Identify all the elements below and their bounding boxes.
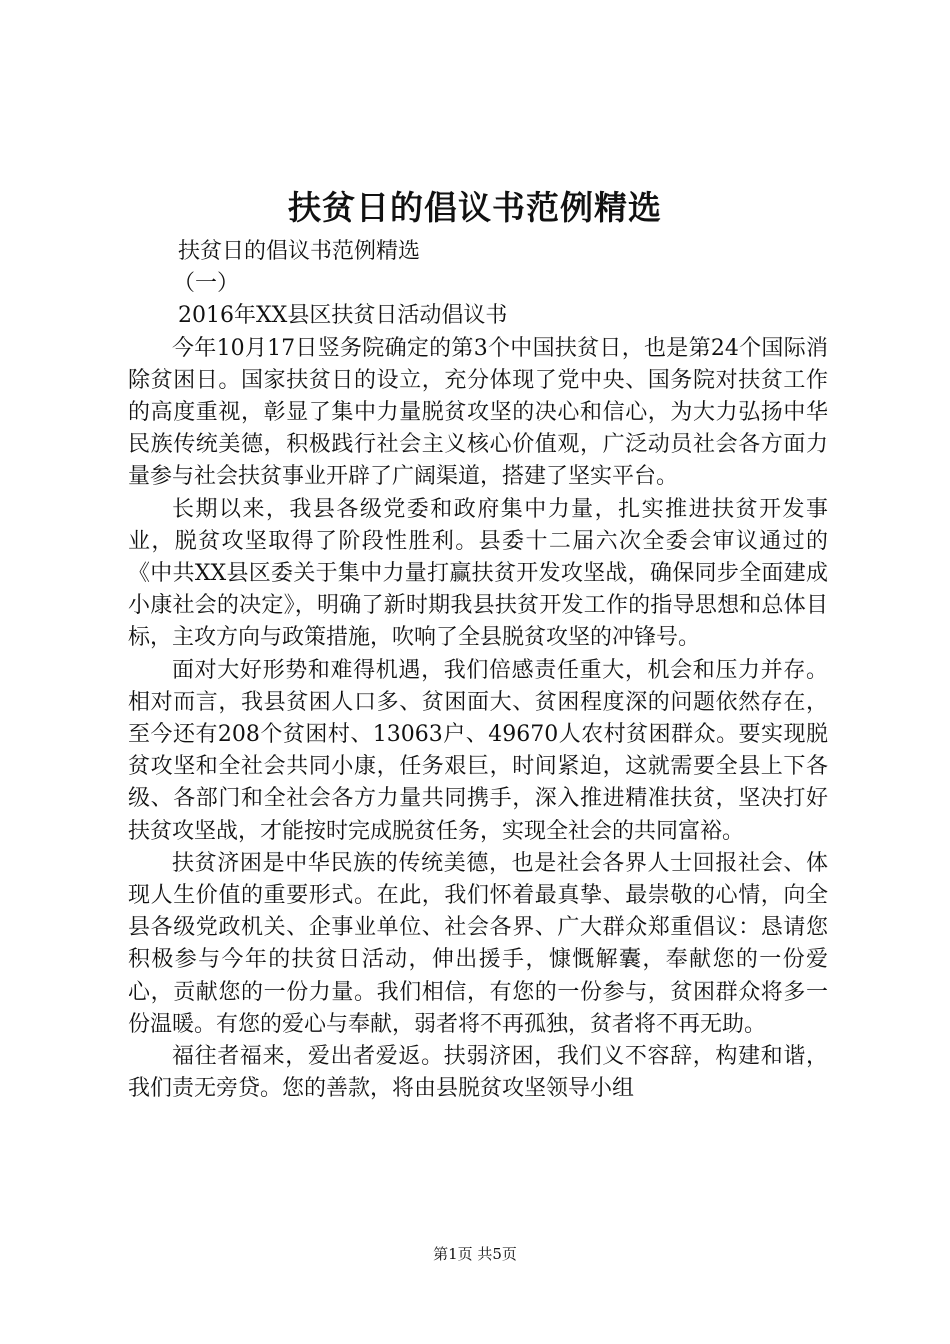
page-title: 扶贫日的倡议书范例精选 [288, 188, 662, 227]
document-subtitle: 扶贫日的倡议书范例精选 [178, 239, 421, 264]
paragraph: 面对大好形势和难得机遇，我们倍感责任重大，机会和压力并存。相对而言，我县贫困人口多、贫困面大、贫困程度深的问题依然存在，至今还有208个贫困村、13063户、49670人农村贫困群众。要实现脱贫攻坚和全社会共同小康，任务艰巨，时间紧迫，这就需要全县上下各级、各部门和全社会各方力量共同携手，深入推进精准扶贫，坚决打好扶贫攻坚战，才能按时完成脱贫任务，实现全社会的共同富裕。 [128, 657, 828, 844]
page-indicator: 第1页 共5页 [433, 1245, 517, 1263]
paragraph: 扶贫济困是中华民族的传统美德，也是社会各界人士回报社会、体现人生价值的重要形式。在此，我们怀着最真挚、最崇敬的心情，向全县各级党政机关、企事业单位、社会各界、广大群众郑重倡议：恳请您积极参与今年的扶贫日活动，伸出援手，慷慨解囊，奉献您的一份爱心，贡献您的一份力量。我们相信，有您的一份参与，贫困群众将多一份温暖。有您的爱心与奉献，弱者将不再孤独，贫者将不再无助。 [128, 850, 828, 1037]
section-marker: （一） [173, 271, 240, 297]
paragraph: 长期以来，我县各级党委和政府集中力量，扎实推进扶贫开发事业，脱贫攻坚取得了阶段性胜利。县委十二届六次全委会审议通过的《中共XX县区委关于集中力量打赢扶贫开发攻坚战，确保同步全面建成小康社会的决定》，明确了新时期我县扶贫开发工作的指导思想和总体目标，主攻方向与政策措施，吹响了全县脱贫攻坚的冲锋号。 [128, 496, 828, 651]
paragraph: 今年10月17日竖务院确定的第3个中国扶贫日，也是第24个国际消除贫困日。国家扶贫日的设立，充分体现了党中央、国务院对扶贫工作的高度重视，彰显了集中力量脱贫攻坚的决心和信心，为大力弘扬中华民族传统美德，积极践行社会主义核心价值观，广泛动员社会各方面力量参与社会扶贫事业开辟了广阔渠道，搭建了坚实平台。 [128, 335, 828, 490]
paragraph: 福往者福来，爱出者爱返。扶弱济困，我们义不容辞，构建和谐，我们责无旁贷。您的善款，将由县脱贫攻坚领导小组 [128, 1044, 828, 1102]
section-heading: 2016年XX县区扶贫日活动倡议书 [178, 303, 508, 329]
document-body [128, 236, 828, 1105]
